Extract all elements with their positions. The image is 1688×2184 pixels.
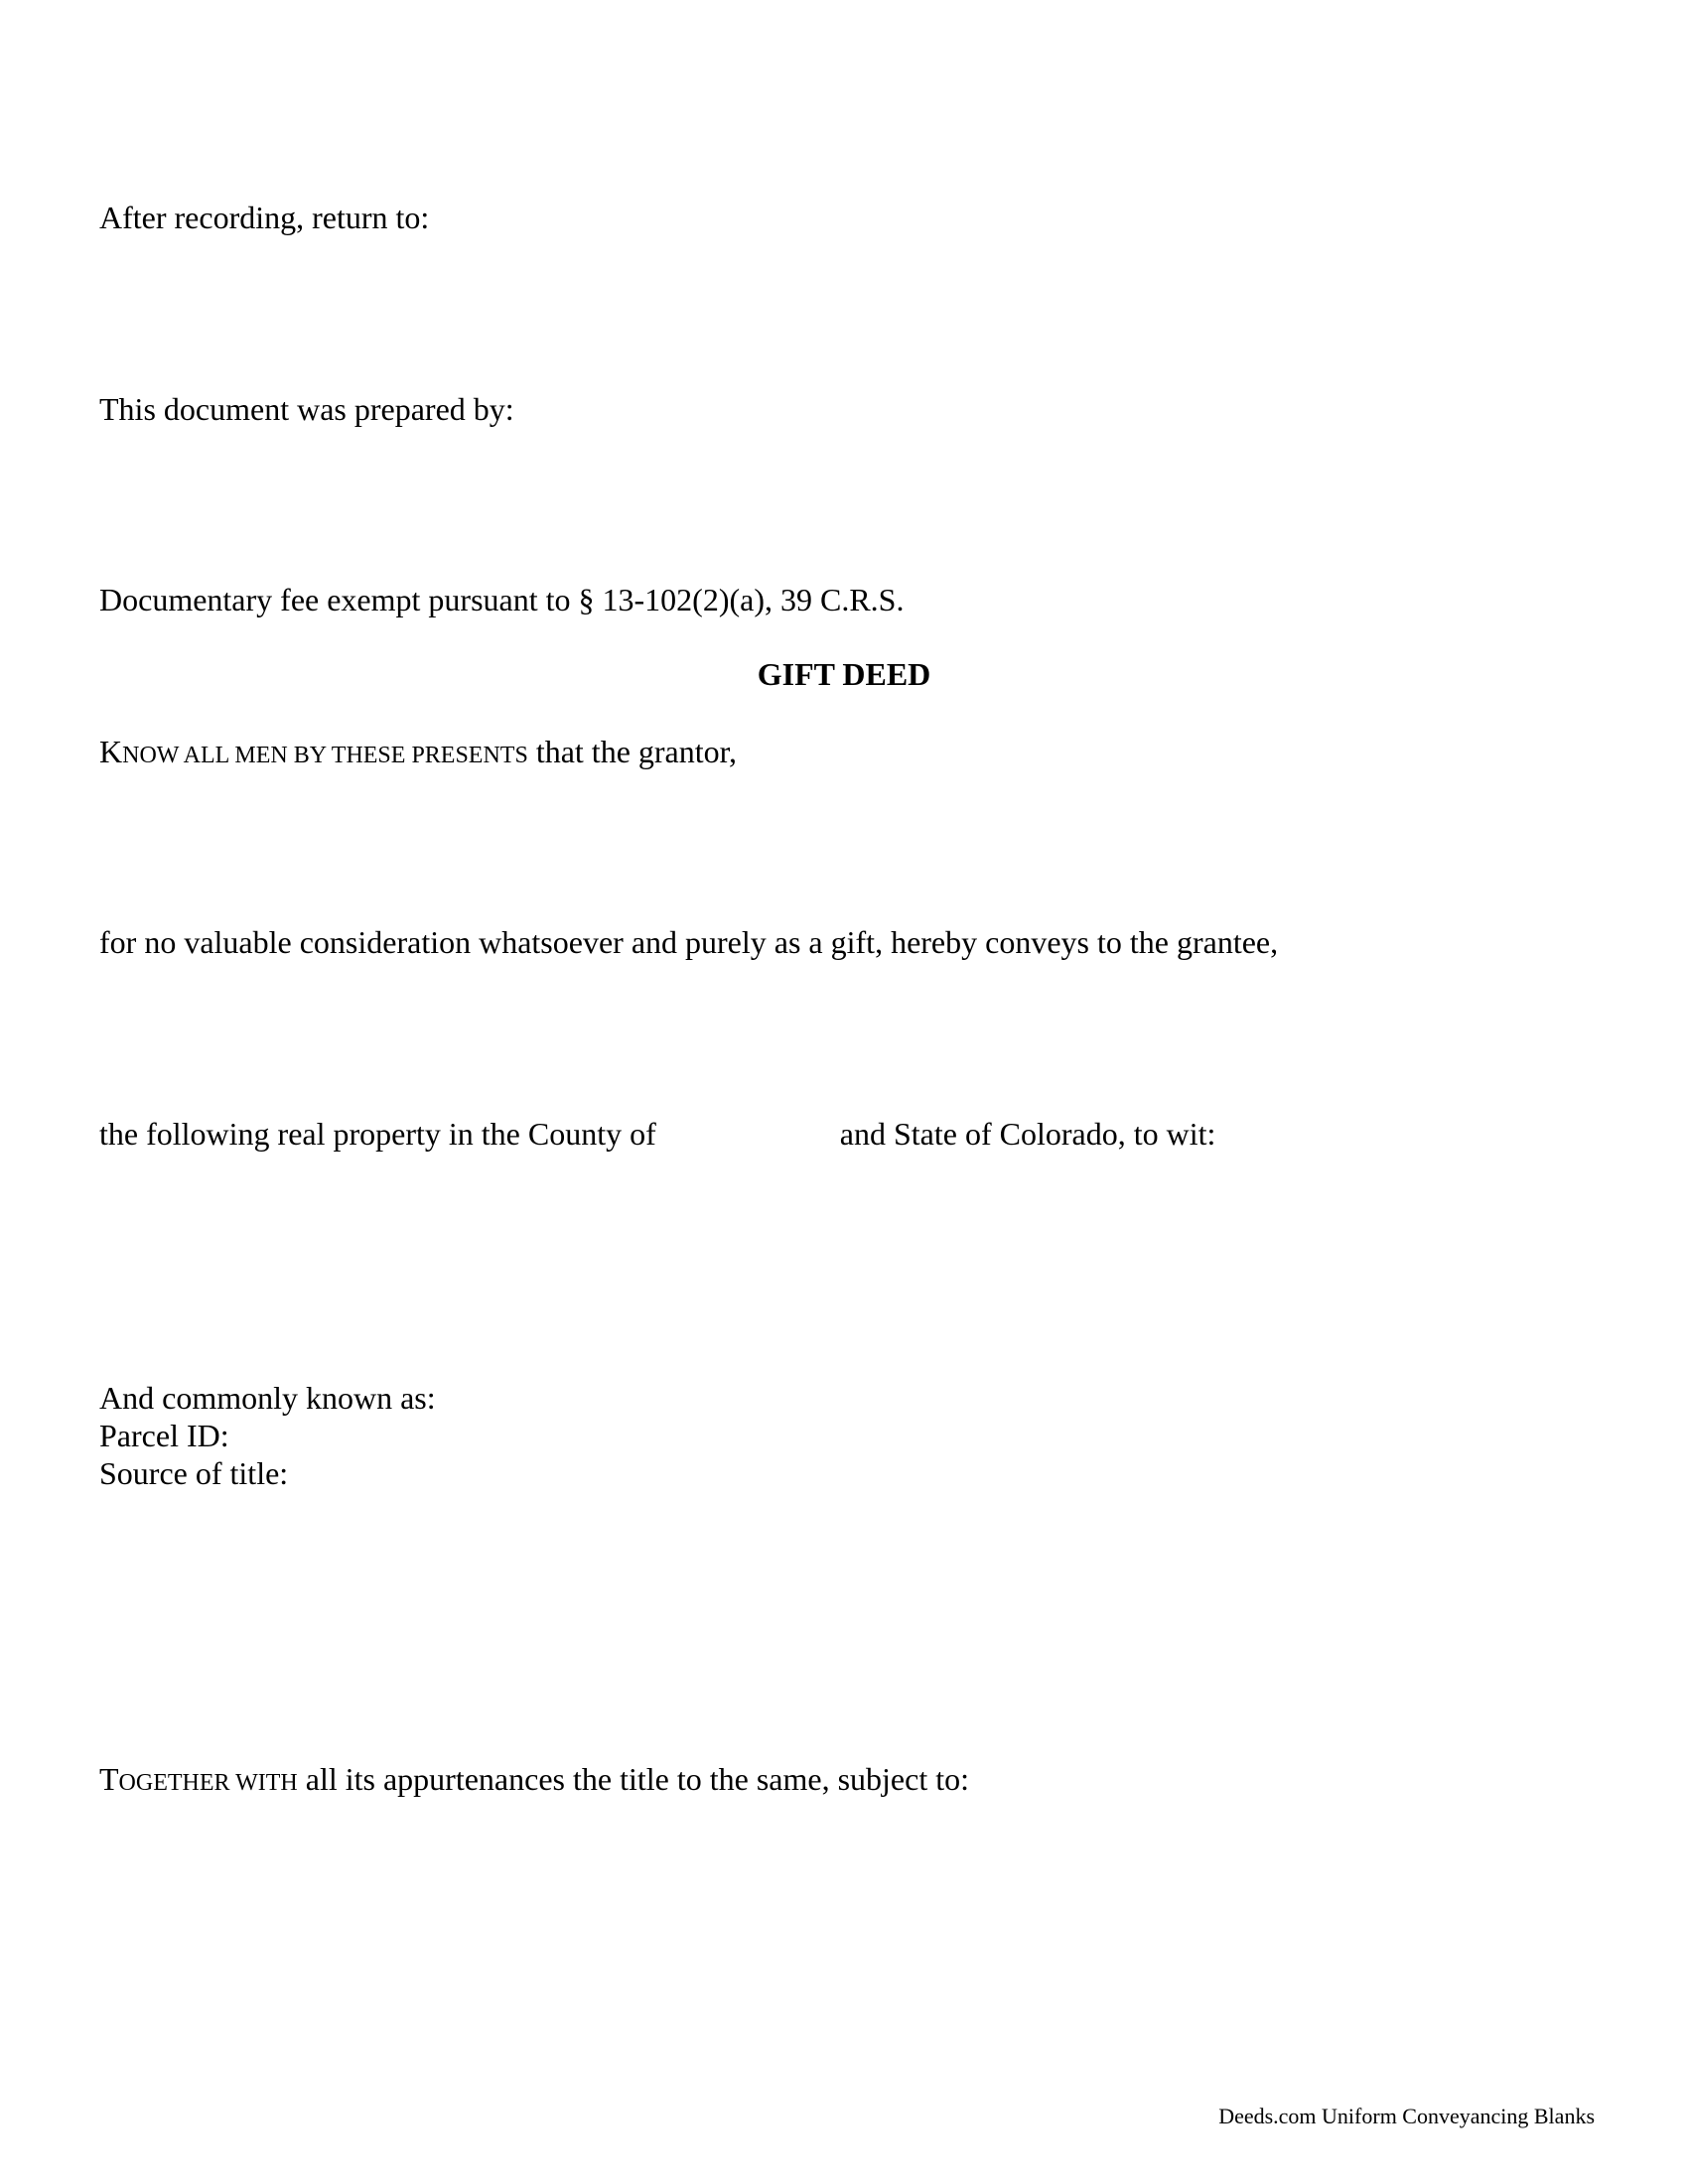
county-clause [99,1115,1215,1153]
together-with-clause [99,1760,969,1802]
footer-brand: Deeds.com Uniform Conveyancing Blanks [1218,2104,1595,2128]
small-caps-initial: T [99,1761,119,1797]
commonly-known-label: And commonly known as: [99,1380,436,1416]
grantor-clause [99,733,737,774]
document-title: GIFT DEED [757,656,931,692]
small-caps-text: WITH [235,1770,298,1796]
source-of-title-label: Source of title: [99,1455,289,1491]
prepared-by-label: This document was prepared by: [99,391,514,427]
consideration-clause: for no valuable consideration whatsoever and purely as a gift, hereby conveys to the grantee, [99,924,1279,960]
small-caps-initial: K [99,734,123,769]
fee-exempt-statement: Documentary fee exempt pursuant to § 13-102(2)(a), 39 C.R.S. [99,582,905,617]
parcel-id-label: Parcel ID: [99,1418,229,1453]
county-clause-end: and State of Colorado, to wit: [839,1116,1216,1152]
grantor-clause-text: that the grantor, [527,734,738,769]
together-with-text: all its appurtenances the title to the same, subject to: [297,1761,969,1797]
small-caps-text: NOW ALL MEN BY THESE PRESENTS [122,743,528,768]
county-clause-start: the following real property in the County of [99,1116,656,1152]
return-to-label: After recording, return to: [99,200,430,235]
small-caps-text: OGETHER [118,1770,236,1796]
